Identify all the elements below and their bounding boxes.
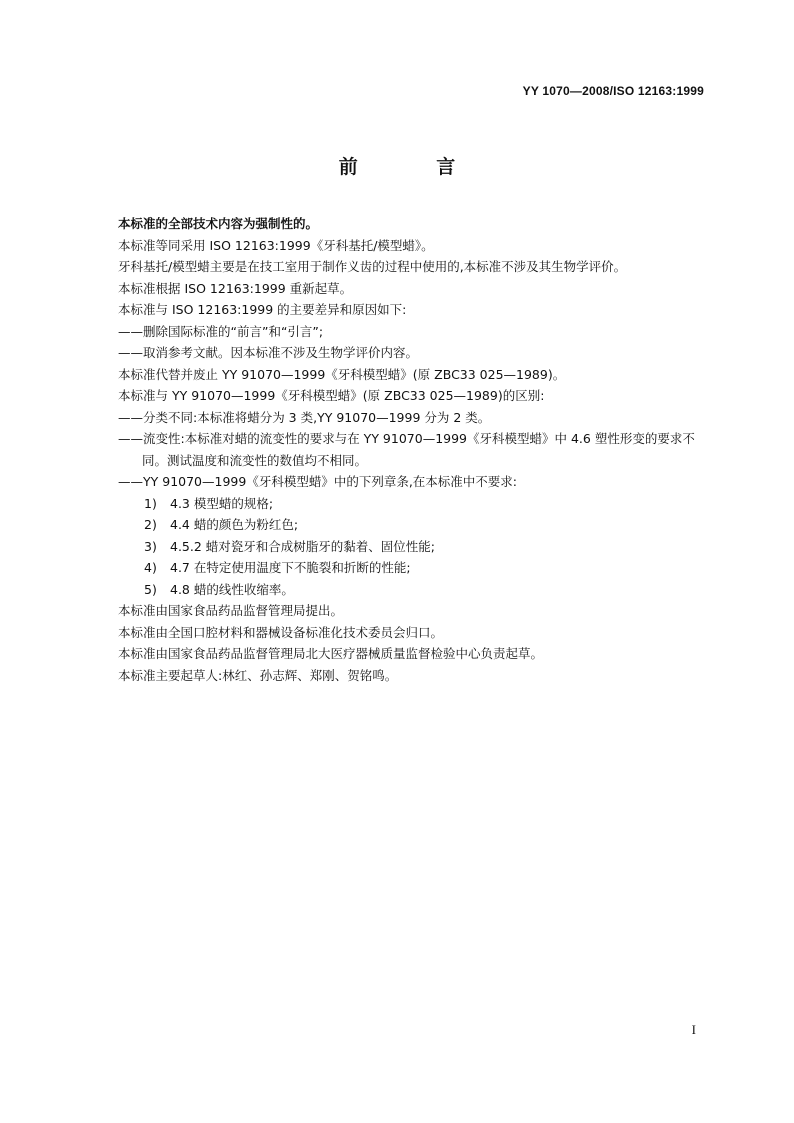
list-item: [118, 493, 710, 515]
list-item-number: 1): [144, 495, 157, 511]
list-item-text: 4.4 蜡的颜色为粉红色;: [170, 517, 299, 532]
list-item: [118, 514, 710, 536]
paragraph-scope: 牙科基托/模型蜡主要是在技工室用于制作义齿的过程中使用的,本标准不涉及其生物学评价。: [118, 259, 627, 274]
list-item-number: 4): [144, 560, 157, 575]
paragraph-adoption: 本标准等同采用 ISO 12163:1999《牙科基托/模型蜡》。: [118, 237, 434, 253]
comparison-item: ——流变性:本标准对蜡的流变性的要求与在 YY 91070—1999《牙科模型蜡》中 4.6 塑性形变的要求不同。测试温度和流变性的数值均不相同。: [118, 431, 695, 468]
paragraph-differences-intro: 本标准与 ISO 12163:1999 的主要差异和原因如下:: [118, 302, 407, 317]
difference-item: ——取消参考文献。因本标准不涉及生物学评价内容。: [118, 345, 419, 360]
foreword-body: [118, 213, 710, 686]
paragraph-comparison-intro: 本标准与 YY 91070—1999《牙科模型蜡》(原 ZBC33 025—1989)的区别:: [118, 388, 545, 403]
list-item-number: 2): [144, 517, 157, 532]
list-item: [118, 557, 710, 579]
list-item-text: 4.8 蜡的线性收缩率。: [170, 581, 294, 597]
list-item-text: 4.7 在特定使用温度下不脆裂和折断的性能;: [170, 560, 411, 575]
comparison-item: ——YY 91070—1999《牙科模型蜡》中的下列章条,在本标准中不要求:: [118, 474, 518, 489]
standard-code-header: YY 1070—2008/ISO 12163:1999: [522, 84, 704, 98]
paragraph-proposer: 本标准由国家食品药品监督管理局提出。: [118, 603, 344, 618]
comparison-item: ——分类不同:本标准将蜡分为 3 类,YY 91070—1999 分为 2 类。: [118, 409, 491, 425]
mandatory-statement: 本标准的全部技术内容为强制性的。: [118, 216, 319, 231]
list-item-text: 4.3 模型蜡的规格;: [170, 495, 274, 511]
list-item-number: 5): [144, 581, 157, 597]
paragraph-drafters: 本标准主要起草人:林红、孙志辉、郑刚、贺铭鸣。: [118, 667, 398, 683]
page-number: I: [691, 1022, 696, 1037]
paragraph-replaces: 本标准代替并废止 YY 91070—1999《牙科模型蜡》(原 ZBC33 025—1989)。: [118, 366, 566, 382]
difference-item: ——删除国际标准的“前言”和“引言”;: [118, 323, 324, 339]
page-title: 前 言: [338, 156, 492, 178]
paragraph-committee: 本标准由全国口腔材料和器械设备标准化技术委员会归口。: [118, 624, 444, 640]
paragraph-drafting-unit: 本标准由国家食品药品监督管理局北大医疗器械质量监督检验中心负责起草。: [118, 646, 544, 661]
list-item-text: 4.5.2 蜡对瓷牙和合成树脂牙的黏着、固位性能;: [170, 538, 435, 554]
list-item: [118, 536, 710, 558]
list-item-number: 3): [144, 538, 157, 554]
list-item: [118, 579, 710, 601]
paragraph-redrafted: 本标准根据 ISO 12163:1999 重新起草。: [118, 280, 353, 296]
